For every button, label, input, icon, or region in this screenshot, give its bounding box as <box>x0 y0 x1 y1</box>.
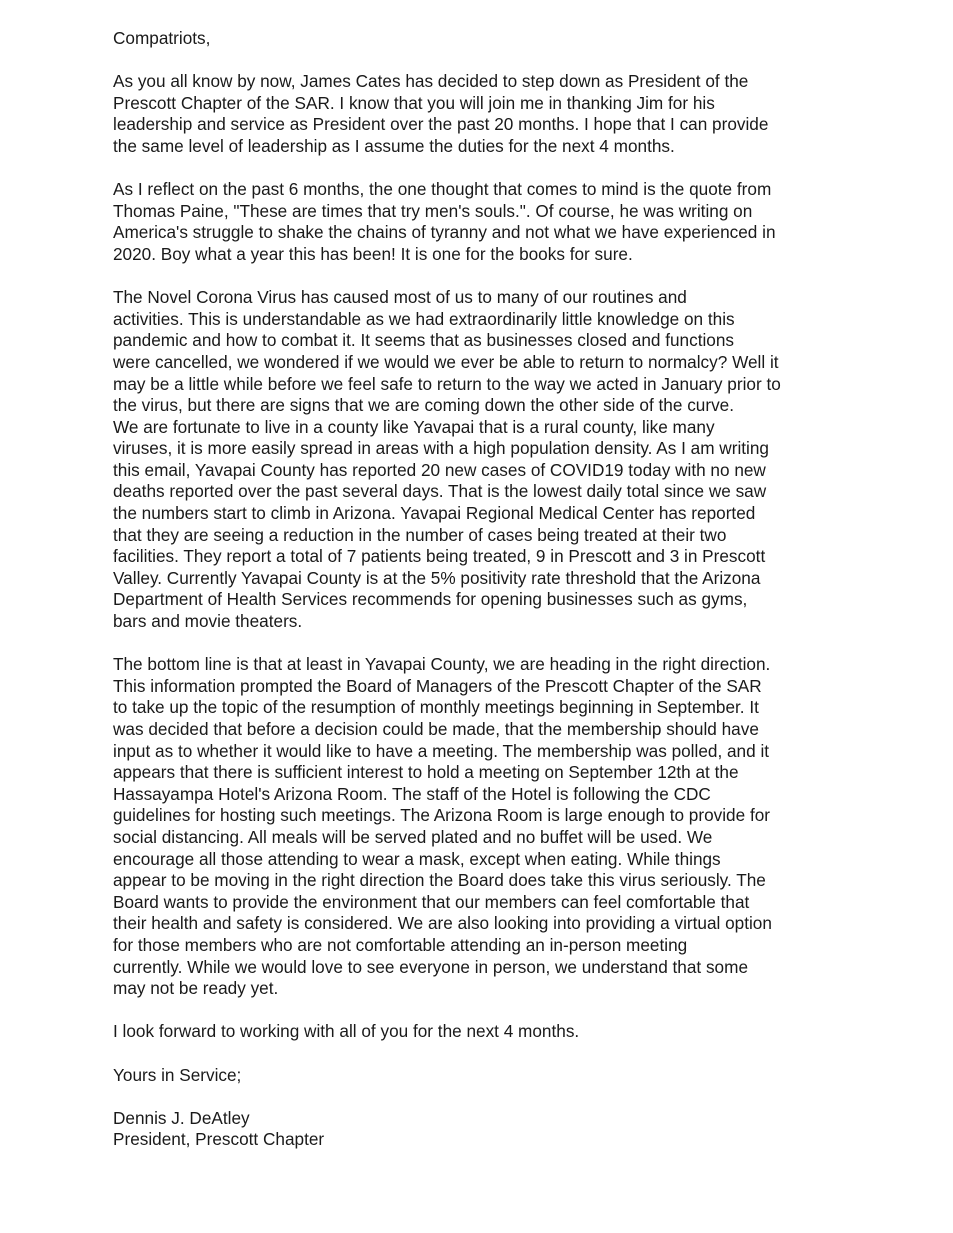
text-line: the numbers start to climb in Arizona. Yavapai Regional Medical Center has reported <box>113 503 756 524</box>
text-line: the same level of leadership as I assume the duties for the next 4 months. <box>113 135 675 156</box>
paragraph-2 <box>113 179 848 265</box>
text-line: Board wants to provide the environment that our members can feel comfortable that <box>113 891 750 912</box>
text-line: This information prompted the Board of Managers of the Prescott Chapter of the SAR <box>113 675 762 696</box>
letter-body <box>113 28 848 1151</box>
text-line: may not be ready yet. <box>113 978 279 999</box>
text-line: Prescott Chapter of the SAR. I know that you will join me in thanking Jim for his <box>113 92 715 113</box>
text-line: currently. While we would love to see everyone in person, we understand that some <box>113 956 748 977</box>
text-line: the virus, but there are signs that we are coming down the other side of the curve. <box>113 395 734 416</box>
closing: Yours in Service; <box>113 1064 242 1085</box>
text-line: Thomas Paine, "These are times that try men's souls.". Of course, he was writing on <box>113 200 753 221</box>
text-line: activities. This is understandable as we had extraordinarily little knowledge on this <box>113 308 735 329</box>
text-line: 2020. Boy what a year this has been! It is one for the books for sure. <box>113 243 633 264</box>
text-line: America's struggle to shake the chains of tyranny and not what we have experienced in <box>113 222 776 243</box>
text-line: facilities. They report a total of 7 patients being treated, 9 in Prescott and 3 in Prescott <box>113 546 766 567</box>
signature-title: President, Prescott Chapter <box>113 1129 325 1150</box>
signature-name: Dennis J. DeAtley <box>113 1107 250 1128</box>
text-line: input as to whether it would like to have a meeting. The membership was polled, and it <box>113 740 770 761</box>
text-line: appears that there is sufficient interest to hold a meeting on September 12th at the <box>113 762 739 783</box>
paragraph-4 <box>113 654 848 1000</box>
text-line: for those members who are not comfortable attending an in-person meeting <box>113 934 688 955</box>
text-line: their health and safety is considered. We are also looking into providing a virtual option <box>113 913 772 934</box>
text-line: may be a little while before we feel safe to return to the way we acted in January prior to <box>113 373 781 394</box>
text-line: Valley. Currently Yavapai County is at the 5% positivity rate threshold that the Arizona <box>113 567 761 588</box>
paragraph-3 <box>113 287 848 633</box>
text-line: Department of Health Services recommends for opening businesses such as gyms, <box>113 589 748 610</box>
text-line: deaths reported over the past several days. That is the lowest daily total since we saw <box>113 481 767 502</box>
text-line: I look forward to working with all of you for the next 4 months. <box>113 1021 580 1042</box>
text-line: was decided that before a decision could be made, that the membership should have <box>113 719 759 739</box>
text-line: social distancing. All meals will be served plated and no buffet will be used. We <box>113 826 713 847</box>
text-line: encourage all those attending to wear a mask, except when eating. While things <box>113 848 721 869</box>
text-line: Hassayampa Hotel's Arizona Room. The staff of the Hotel is following the CDC <box>113 783 711 804</box>
salutation: Compatriots, <box>113 28 211 48</box>
text-line: that they are seeing a reduction in the number of cases being treated at their two <box>113 524 727 545</box>
paragraph-5 <box>113 1021 848 1043</box>
text-line: As I reflect on the past 6 months, the one thought that comes to mind is the quote from <box>113 179 772 200</box>
text-line: appear to be moving in the right direction the Board does take this virus seriously. The <box>113 870 766 891</box>
text-line: We are fortunate to live in a county like Yavapai that is a rural county, like many <box>113 416 715 437</box>
text-line: The bottom line is that at least in Yavapai County, we are heading in the right direction. <box>113 654 771 675</box>
signature-block <box>113 1108 848 1151</box>
text-line: pandemic and how to combat it. It seems that as businesses closed and functions <box>113 330 735 351</box>
text-line: bars and movie theaters. <box>113 611 303 632</box>
text-line: The Novel Corona Virus has caused most of us to many of our routines and <box>113 287 687 308</box>
paragraph-1 <box>113 71 848 157</box>
text-line: viruses, it is more easily spread in areas with a high population density. As I am writing <box>113 438 769 459</box>
text-line: to take up the topic of the resumption of monthly meetings beginning in September. It <box>113 697 759 718</box>
text-line: leadership and service as President over the past 20 months. I hope that I can provide <box>113 114 769 135</box>
text-line: guidelines for hosting such meetings. The Arizona Room is large enough to provide for <box>113 805 771 826</box>
text-line: were cancelled, we wondered if we would we ever be able to return to normalcy? Well it <box>113 351 779 372</box>
text-line: this email, Yavapai County has reported 20 new cases of COVID19 today with no new <box>113 459 766 480</box>
text-line: As you all know by now, James Cates has decided to step down as President of the <box>113 71 749 92</box>
